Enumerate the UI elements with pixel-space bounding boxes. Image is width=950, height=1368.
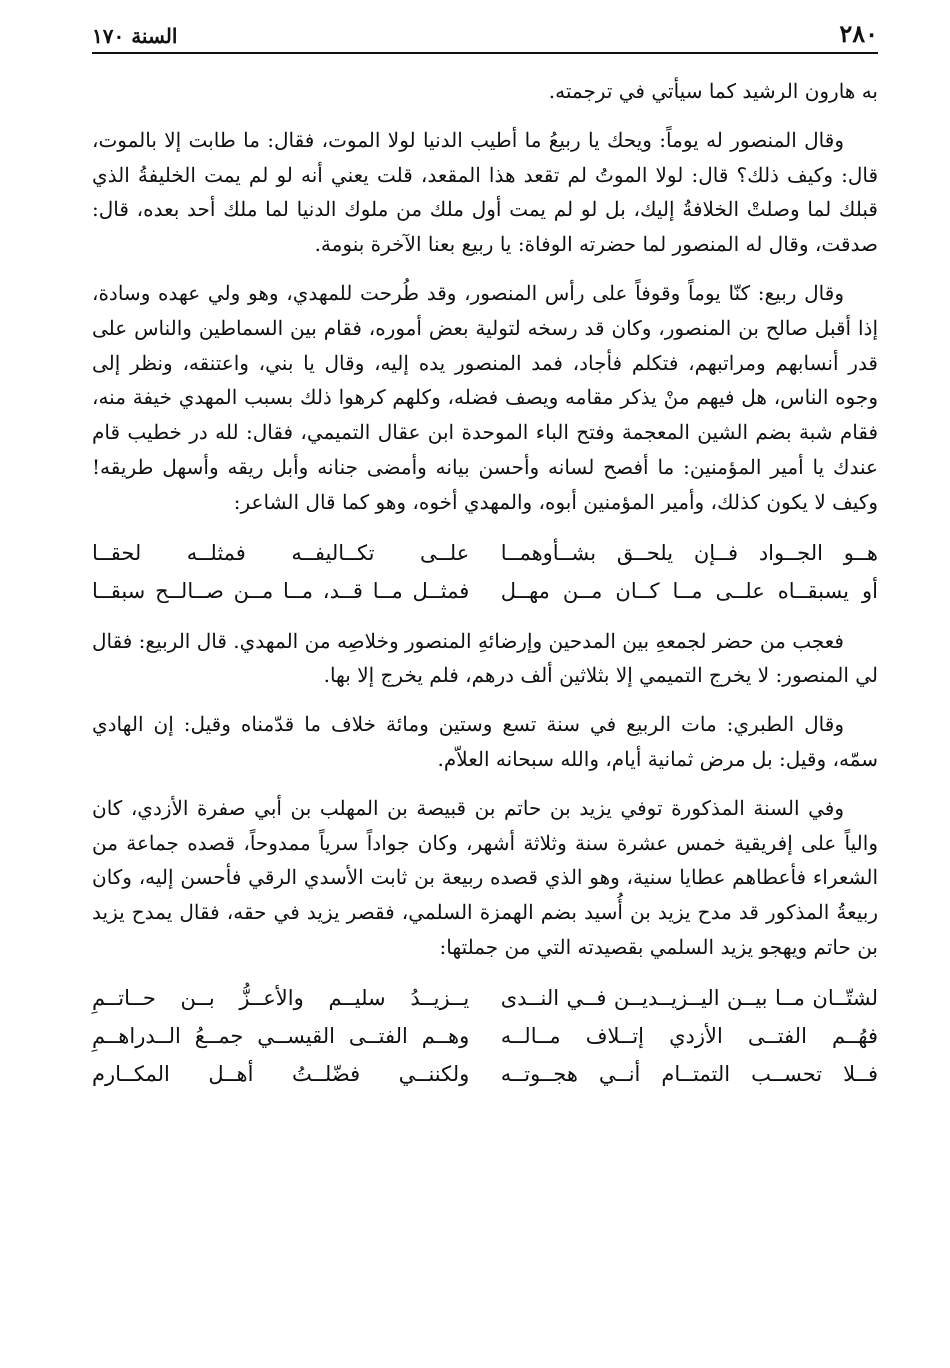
- year-label: السنة ١٧٠: [92, 24, 178, 48]
- page-number: ٢٨٠: [839, 19, 878, 48]
- poem-line: [92, 1017, 878, 1055]
- second-hemistich: يــزيــدُ سليــم والأعــزُّ بــن حــاتــمِ: [92, 985, 470, 1010]
- poem-line: [92, 1055, 878, 1093]
- first-hemistich: هــو الجــواد فــإن يلحــق بشــأوهمــا: [500, 540, 878, 565]
- paragraph: وقال ربيع: كنّا يوماً وقوفاً على رأس المنصور، وقد طُرحت للمهدي، وهو ولي عهده وسادة، إذا أقبل صالح بن المنصور، وكان قد رسخه لتولية بعض أموره، فقام بين السماطين والناس على قدر أنسابهم ومراتبهم، فتكلم فأجاد، فمد المنصور يده إليه، وقال يا بني، واعتنقه، ونظر إلى وجوه الناس، هل فيهم منْ يذكر مقامه ويصف فضله، وكلهم كرهوا ذلك بسبب المهدي خيفة منه، فقام شبة بضم الشين المعجمة وفتح الباء الموحدة ابن عقال التميمي، فقال: لله در خطيب قام عندك يا أمير المؤمنين: ما أفصح لسانه وأحسن بيانه وأمضى جنانه وأبل ريقه وأسهل طريقه! وكيف لا يكون كذلك، وأمير المؤمنين أبوه، والمهدي أخوه، وهو كما قال الشاعر:: [92, 280, 878, 514]
- poem-line: [92, 572, 878, 610]
- paragraph: وفي السنة المذكورة توفي يزيد بن حاتم بن قبيصة بن المهلب بن أبي صفرة الأزدي، كان والياً على إفريقية خمس عشرة سنة وثلاثة أشهر، وكان جواداً سرياً ممدوحاً، قصده جماعة من الشعراء فأعطاهم عطايا سنية، وهو الذي قصده ربيعة بن ثابت الأسدي الرقي فأحسن إليه، وكان ربيعةُ المذكور قد مدح يزيد بن أُسيد بضم الهمزة السلمي، فقصر يزيد في حقه، فقال يمدح يزيد بن حاتم ويهجو يزيد السلمي بقصيدته التي من جملتها:: [92, 795, 878, 959]
- first-hemistich: فهُــم الفتــى الأزدي إتــلاف مــالــه: [500, 1023, 878, 1048]
- second-hemistich: ولكننــي فضّلــتُ أهــل المكــارم: [92, 1061, 470, 1086]
- second-hemistich: فمثــل مــا قــد، مــا مــن صــالــح سبقــا: [92, 578, 470, 603]
- paragraph: به هارون الرشيد كما سيأتي في ترجمته.: [548, 79, 878, 103]
- paragraph: فعجب من حضر لجمعهِ بين المدحين وإرضائهِ المنصور وخلاصِه من المهدي. قال الربيع: فقال لي المنصور: لا يخرج التميمي إلا بثلاثين ألف درهم، فلم يخرج إلا بها.: [92, 628, 878, 688]
- first-hemistich: فــلا تحســب التمتــام أنــي هجــوتــه: [500, 1061, 878, 1086]
- poem-block: [92, 979, 878, 1093]
- poem-line: [92, 534, 878, 572]
- second-hemistich: علــى تكــاليفــه فمثلــه لحقــا: [92, 540, 470, 565]
- first-hemistich: أو يسبقــاه علــى مــا كــان مــن مهــل: [500, 578, 878, 603]
- paragraph: وقال الطبري: مات الربيع في سنة تسع وستين ومائة خلاف ما قدّمناه وقيل: إن الهادي سمّه، وقيل: بل مرض ثمانية أيام، والله سبحانه العلاّم.: [92, 712, 878, 771]
- first-hemistich: لشتّــان مــا بيــن اليــزيــديــن فــي النــدى: [500, 985, 878, 1010]
- page-header: [92, 20, 878, 54]
- paragraph: وقال المنصور له يوماً: ويحك يا ربيعُ ما أطيب الدنيا لولا الموت، فقال: ما طابت إلا بالموت، قال: وكيف ذلك؟ قال: لولا الموتُ لم تقعد هذا المقعد، قلت يعني أنه لو لم يمت الخليفةُ الذي قبلك لما وصلتْ الخلافةُ إليك، بل لو لم يمت أول ملك من ملوك الدنيا لما ملك أحد بعده، قال: صدقت، وقال له المنصور لما حضرته الوفاة: يا ربيع بعنا الآخرة بنومة.: [92, 127, 878, 257]
- poem-block: [92, 534, 878, 610]
- poem-line: [92, 979, 878, 1017]
- page-body: [92, 74, 878, 1107]
- second-hemistich: وهــم الفتــى القيســي جمــعُ الــدراهــمِ: [92, 1023, 470, 1048]
